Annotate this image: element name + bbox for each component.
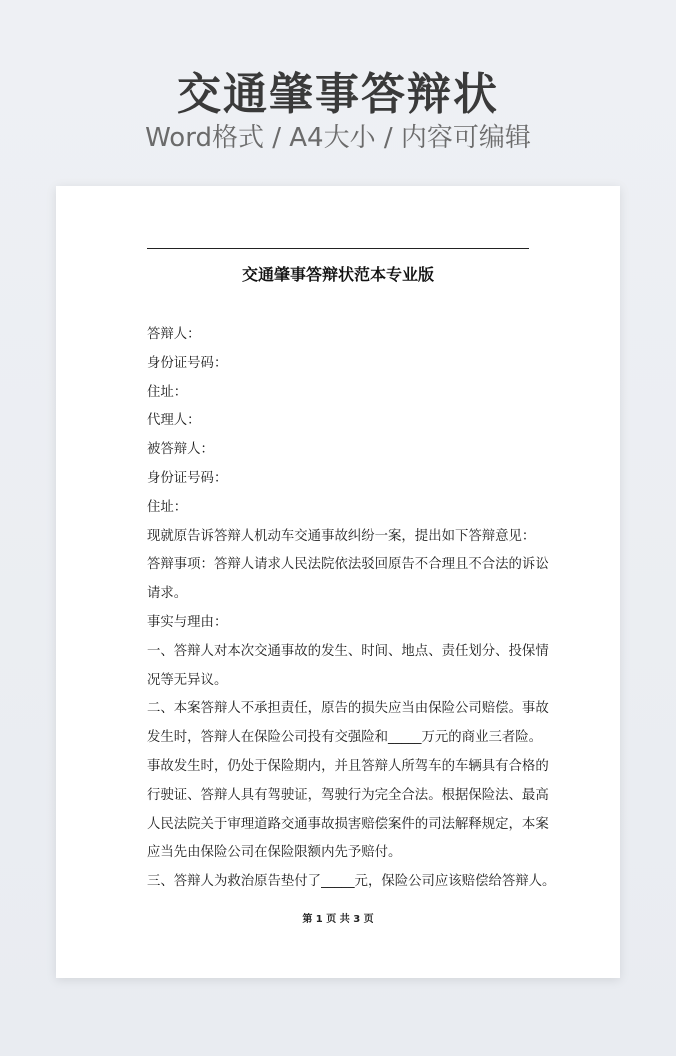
respondent-id-label: 身份证号码：	[147, 355, 228, 371]
hero-title: 交通肇事答辩状	[177, 69, 499, 120]
point-two-line: 发生时，答辩人在保险公司投有交强险和_____万元的商业三者险。	[147, 730, 543, 746]
page-number: 第 1 页 共 3 页	[302, 914, 374, 925]
plaintiff-id-label: 身份证号码：	[147, 470, 228, 486]
document-page	[56, 186, 620, 978]
document-title: 交通肇事答辩状范本专业版	[241, 265, 434, 284]
point-two-line: 人民法院关于审理道路交通事故损害赔偿案件的司法解释规定，本案	[147, 816, 549, 832]
point-two-line: 行驶证、答辩人具有驾驶证，驾驶行为完全合法。根据保险法、最高	[147, 787, 549, 803]
defense-matters-line: 答辩事项：答辩人请求人民法院依法驳回原告不合理且不合法的诉讼	[147, 557, 549, 573]
agent-label: 代理人：	[147, 413, 201, 429]
point-two-line: 二、本案答辩人不承担责任，原告的损失应当由保险公司赔偿。事故	[147, 701, 549, 717]
point-three-line: 三、答辩人为救治原告垫付了_____元，保险公司应该赔偿给答辩人。	[147, 874, 556, 890]
point-one-line: 一、答辩人对本次交通事故的发生、时间、地点、责任划分、投保情	[147, 643, 549, 659]
respondent-address-label: 住址：	[147, 384, 188, 400]
hero-subtitle: Word格式 / A4大小 / 内容可编辑	[145, 123, 531, 153]
respondent-label: 答辩人：	[147, 327, 201, 342]
plaintiff-label: 被答辩人：	[147, 442, 214, 458]
header-rule	[147, 248, 529, 249]
plaintiff-address-label: 住址：	[147, 499, 188, 515]
document-body	[147, 321, 556, 897]
intro-paragraph: 现就原告诉答辩人机动车交通事故纠纷一案，提出如下答辩意见：	[147, 528, 536, 544]
defense-matters-line: 请求。	[147, 586, 188, 602]
point-two-line: 事故发生时，仍处于保险期内，并且答辩人所驾车的车辆具有合格的	[147, 758, 549, 774]
facts-heading: 事实与理由：	[147, 614, 228, 630]
point-one-line: 况等无异议。	[147, 672, 228, 688]
point-two-line: 应当先由保险公司在保险限额内先予赔付。	[147, 845, 402, 861]
